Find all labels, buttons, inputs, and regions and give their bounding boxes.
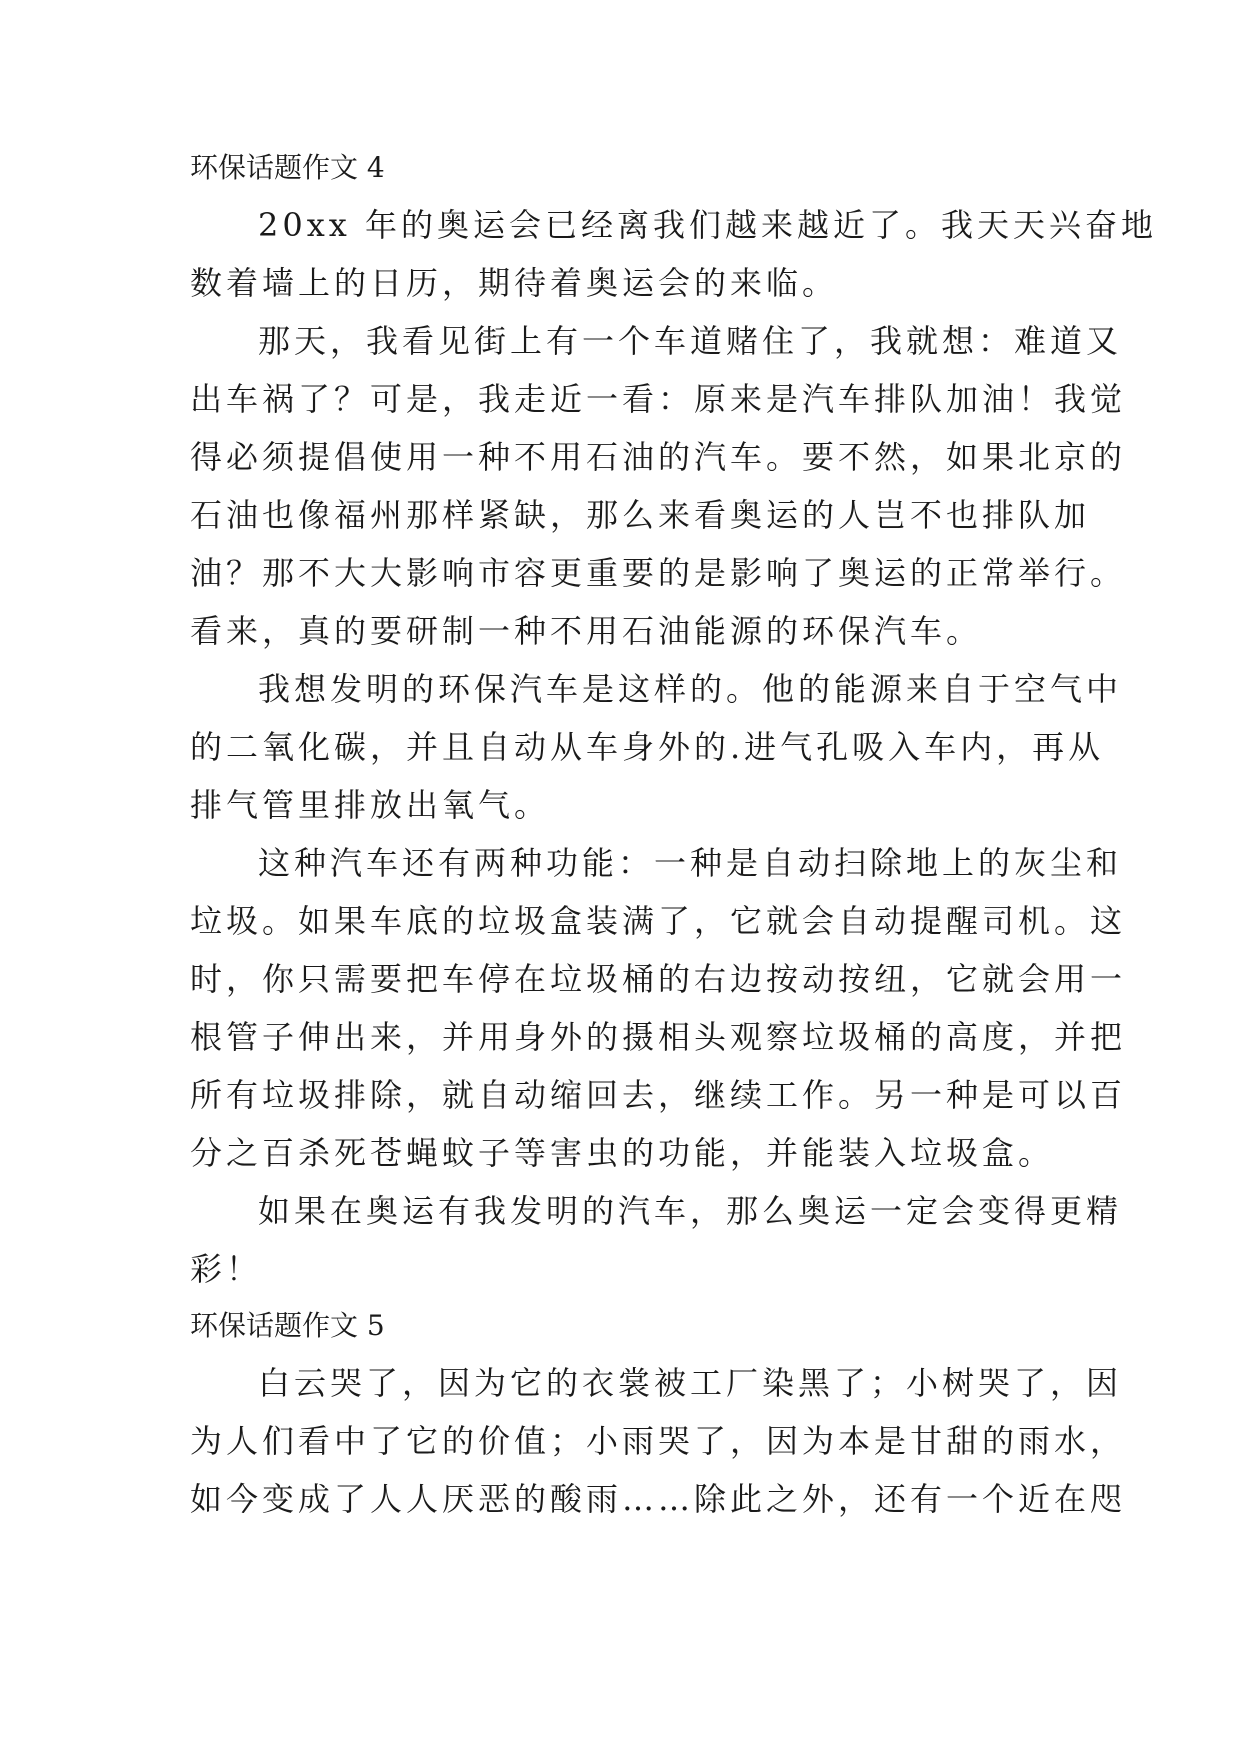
text-line: 彩！ [190, 1250, 263, 1288]
text-line: 为人们看中了它的价值；小雨哭了，因为本是甘甜的雨水， [190, 1422, 1127, 1460]
text-line: 白云哭了，因为它的衣裳被工厂染黑了；小树哭了，因 [258, 1364, 1123, 1402]
text-line: 那天，我看见街上有一个车道赌住了，我就想：难道又 [258, 322, 1123, 360]
text-line: 我想发明的环保汽车是这样的。他的能源来自于空气中 [258, 670, 1123, 708]
paragraph [190, 660, 1123, 834]
text-line: 如果在奥运有我发明的汽车，那么奥运一定会变得更精 [258, 1192, 1123, 1230]
paragraph [190, 196, 1157, 312]
text-line: 根管子伸出来，并用身外的摄相头观察垃圾桶的高度，并把 [190, 1018, 1127, 1056]
text-line: 垃圾。如果车底的垃圾盒装满了，它就会自动提醒司机。这 [190, 902, 1127, 940]
text-line: 时，你只需要把车停在垃圾桶的右边按动按纽，它就会用一 [190, 960, 1127, 998]
section-title: 环保话题作文 4 [190, 151, 385, 184]
text-line: 如今变成了人人厌恶的酸雨……除此之外，还有一个近在咫 [190, 1480, 1127, 1518]
paragraph [190, 834, 1127, 1182]
paragraph [190, 1354, 1127, 1528]
text-line: 排气管里排放出氧气。 [190, 786, 551, 824]
text-line: 分之百杀死苍蝇蚊子等害虫的功能，并能装入垃圾盒。 [190, 1134, 1055, 1172]
text-line: 所有垃圾排除，就自动缩回去，继续工作。另一种是可以百 [190, 1076, 1127, 1114]
text-line: 油？那不大大影响市容更重要的是影响了奥运的正常举行。 [190, 554, 1127, 592]
text-line: 这种汽车还有两种功能：一种是自动扫除地上的灰尘和 [258, 844, 1123, 882]
document-page [190, 140, 1157, 1528]
text-line: 看来，真的要研制一种不用石油能源的环保汽车。 [190, 612, 983, 650]
paragraph [190, 1182, 1123, 1298]
text-line: 得必须提倡使用一种不用石油的汽车。要不然，如果北京的 [190, 438, 1127, 476]
paragraph [190, 312, 1127, 660]
text-line: 数着墙上的日历，期待着奥运会的来临。 [190, 264, 839, 302]
text-line: 出车祸了？可是，我走近一看：原来是汽车排队加油！我觉 [190, 380, 1127, 418]
section-title: 环保话题作文 5 [190, 1309, 385, 1342]
text-line: 石油也像福州那样紧缺，那么来看奥运的人岂不也排队加 [190, 496, 1091, 534]
text-line: 20xx 年的奥运会已经离我们越来越近了。我天天兴奋地 [258, 206, 1157, 244]
text-line: 的二氧化碳，并且自动从车身外的.进气孔吸入车内，再从 [190, 728, 1105, 766]
